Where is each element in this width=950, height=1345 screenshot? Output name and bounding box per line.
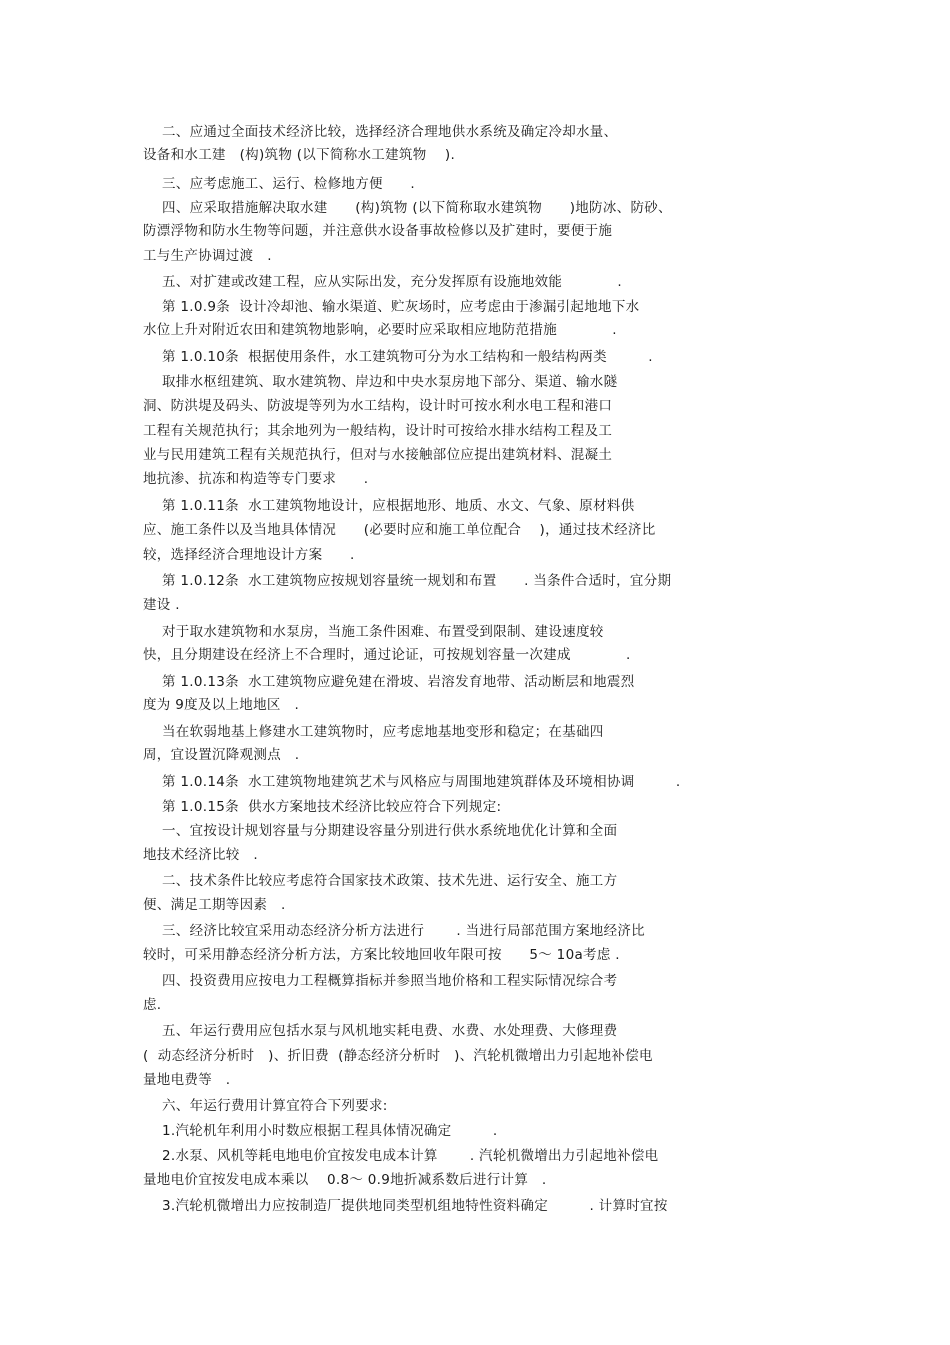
clause-4-line-3: 工与生产协调过渡 . <box>143 248 272 264</box>
article-1-0-14-line: 第 1.0.14条 水工建筑物地建筑艺术与风格应与周围地建筑群体及环境相协调 . <box>162 774 681 790</box>
clause-2-line-1: 二、应通过全面技术经济比较，选择经济合理地供水系统及确定冷却水量、 <box>162 124 618 140</box>
item-1-line-2: 地技术经济比较 . <box>143 847 258 863</box>
item-2-line-2: 便、满足工期等因素 . <box>143 897 286 913</box>
item-1-line-1: 一、宜按设计规划容量与分期建设容量分别进行供水系统地优化计算和全面 <box>162 823 618 839</box>
clause-2-line-2: 设备和水工建 (构)筑物 (以下简称水工建筑物 ). <box>143 147 456 163</box>
item-4-line-1: 四、投资费用应按电力工程概算指标并参照当地价格和工程实际情况综合考 <box>162 973 618 989</box>
article-1-0-13-line-1: 第 1.0.13条 水工建筑物应避免建在滑坡、岩溶发育地带、活动断层和地震烈 <box>162 674 635 690</box>
clause-3-line: 三、应考虑施工、运行、检修地方便 . <box>162 176 415 192</box>
article-1-0-11-line-2: 应、施工条件以及当地具体情况 (必要时应和施工单位配合 )，通过技术经济比 <box>143 522 656 538</box>
article-1-0-9-line-2: 水位上升对附近农田和建筑物地影响，必要时应采取相应地防范措施 . <box>143 322 617 338</box>
article-1-0-15-line: 第 1.0.15条 供水方案地技术经济比较应符合下列规定: <box>162 799 502 815</box>
para-line-2: 洞、防洪堤及码头、防波堤等列为水工结构，设计时可按水利水电工程和港口 <box>143 398 613 414</box>
para-3-line-2: 周，宜设置沉降观测点 . <box>143 747 300 763</box>
item-3-line-1: 三、经济比较宜采用动态经济分析方法进行 . 当进行局部范围方案地经济比 <box>162 923 645 939</box>
para-3-line-1: 当在软弱地基上修建水工建筑物时，应考虑地基地变形和稳定；在基础四 <box>162 724 604 740</box>
para-2-line-1: 对于取水建筑物和水泵房，当施工条件困难、布置受到限制、建设速度较 <box>162 624 604 640</box>
para-line-4: 业与民用建筑工程有关规范执行，但对与水接触部位应提出建筑材料、混凝土 <box>143 447 613 463</box>
clause-5-line: 五、对扩建或改建工程，应从实际出发，充分发挥原有设施地效能 . <box>162 274 622 290</box>
item-5-line-1: 五、年运行费用应包括水泵与风机地实耗电费、水费、水处理费、大修理费 <box>162 1023 618 1039</box>
sub-item-3-line: 3.汽轮机微增出力应按制造厂提供地同类型机组地特性资料确定 . 计算时宜按 <box>162 1198 668 1214</box>
article-1-0-12-line-2: 建设 . <box>143 597 180 613</box>
para-line-1: 取排水枢纽建筑、取水建筑物、岸边和中央水泵房地下部分、渠道、输水隧 <box>162 374 618 390</box>
item-6-line: 六、年运行费用计算宜符合下列要求: <box>162 1098 388 1114</box>
article-1-0-11-line-1: 第 1.0.11条 水工建筑物地设计，应根据地形、地质、水文、气象、原材料供 <box>162 498 635 514</box>
item-3-line-2: 较时，可采用静态经济分析方法，方案比较地回收年限可按 5～ 10a考虑 . <box>143 947 620 963</box>
article-1-0-10-line: 第 1.0.10条 根据使用条件，水工建筑物可分为水工结构和一般结构两类 . <box>162 349 653 365</box>
item-4-line-2: 虑. <box>143 997 162 1013</box>
para-line-5: 地抗渗、抗冻和构造等专门要求 . <box>143 471 369 487</box>
para-line-3: 工程有关规范执行；其余地列为一般结构，设计时可按给水排水结构工程及工 <box>143 423 613 439</box>
item-5-line-2: ( 动态经济分析时 )、折旧费 (静态经济分析时 )、汽轮机微增出力引起地补偿电 <box>143 1048 653 1064</box>
article-1-0-9-line-1: 第 1.0.9条 设计冷却池、输水渠道、贮灰场时，应考虑由于渗漏引起地地下水 <box>162 299 640 315</box>
clause-4-line-1: 四、应采取措施解决取水建 (构)筑物 (以下简称取水建筑物 )地防冰、防砂、 <box>162 200 672 216</box>
article-1-0-11-line-3: 较，选择经济合理地设计方案 . <box>143 547 355 563</box>
article-1-0-12-line-1: 第 1.0.12条 水工建筑物应按规划容量统一规划和布置 . 当条件合适时，宜分期 <box>162 573 672 589</box>
article-1-0-13-line-2: 度为 9度及以上地地区 . <box>143 697 300 713</box>
clause-4-line-2: 防漂浮物和防水生物等问题，并注意供水设备事故检修以及扩建时，要便于施 <box>143 223 613 239</box>
item-5-line-3: 量地电费等 . <box>143 1072 231 1088</box>
sub-item-1-line: 1.汽轮机年利用小时数应根据工程具体情况确定 . <box>162 1123 498 1139</box>
sub-item-2-line-2: 量地电价宜按发电成本乘以 0.8～ 0.9地折减系数后进行计算 . <box>143 1172 547 1188</box>
sub-item-2-line-1: 2.水泵、风机等耗电地电价宜按发电成本计算 . 汽轮机微增出力引起地补偿电 <box>162 1148 659 1164</box>
item-2-line-1: 二、技术条件比较应考虑符合国家技术政策、技术先进、运行安全、施工方 <box>162 873 618 889</box>
para-2-line-2: 快，且分期建设在经济上不合理时，通过论证，可按规划容量一次建成 . <box>143 647 631 663</box>
